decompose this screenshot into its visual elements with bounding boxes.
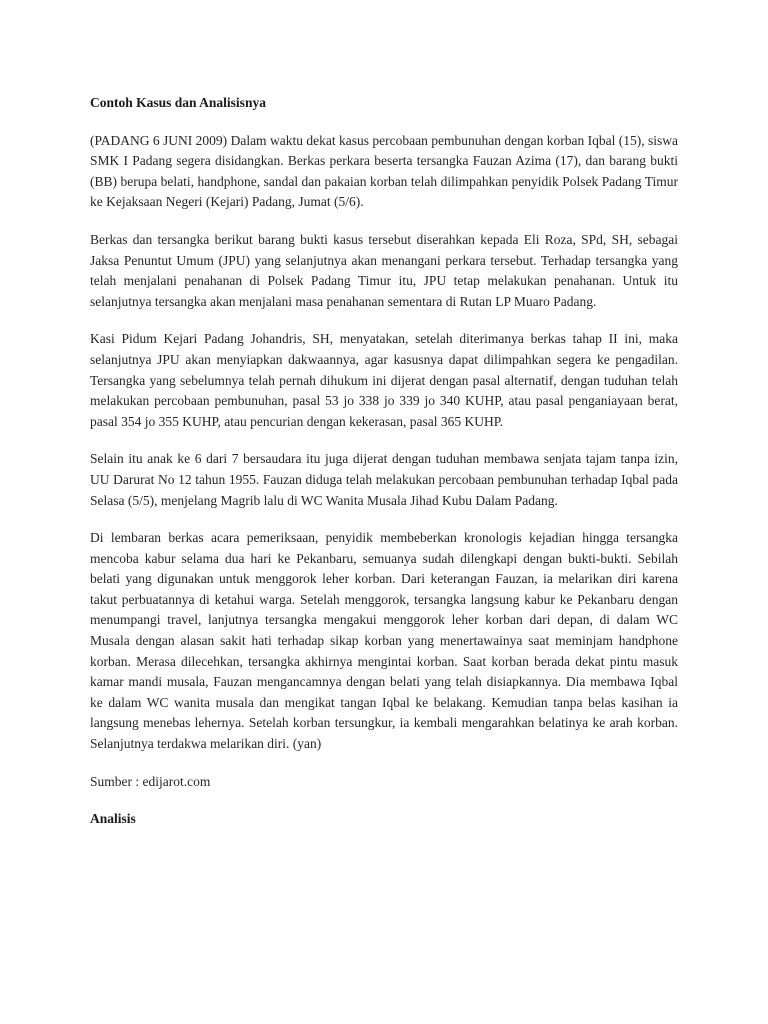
paragraph: Di lembaran berkas acara pemeriksaan, penyidik membeberkan kronologis kejadian hingga tersangka mencoba kabur selama dua hari ke Pekanbaru, semuanya sudah dilengkapi dengan bukti-bukti. Sebilah belati yang digunakan untuk menggorok leher korban. Dari keterangan Fauzan, ia melarikan diri karena takut perbuatannya di ketahui warga. Setelah menggorok, tersangka langsung kabur ke Pekanbaru dengan menumpangi travel, lanjutnya tersangka mengakui menggorok leher korban dari depan, di dalam WC Musala dengan alasan sakit hati terhadap sikap korban yang menertawainya saat meminjam handphone korban. Merasa dilecehkan, tersangka akhirnya mengintai korban. Saat korban berada dekat pintu masuk kamar mandi musala, Fauzan mengancamnya dengan belati yang telah disiapkannya. Dia membawa Iqbal ke dalam WC wanita musala dan mengikat tangan Iqbal ke belakang. Kemudian tanpa belas kasihan ia langsung menebas lehernya. Setelah korban tersungkur, ia kembali mengarahkan belatinya ke arah korban. Selanjutnya terdakwa melarikan diri. (yan) [90, 530, 678, 752]
section-heading: Analisis [90, 811, 136, 827]
paragraph: (PADANG 6 JUNI 2009) Dalam waktu dekat kasus percobaan pembunuhan dengan korban Iqbal (15), siswa SMK I Padang segera disidangkan. Berkas perkara beserta tersangka Fauzan Azima (17), dan barang bukti (BB) berupa belati, handphone, sandal dan pakaian korban telah dilimpahkan penyidik Polsek Padang Timur ke Kejaksaan Negeri (Kejari) Padang, Jumat (5/6). [90, 132, 678, 210]
paragraph: Selain itu anak ke 6 dari 7 bersaudara itu juga dijerat dengan tuduhan membawa senjata tajam tanpa izin, UU Darurat No 12 tahun 1955. Fauzan diduga telah melakukan percobaan pembunuhan terhadap Iqbal pada Selasa (5/5), menjelang Magrib lalu di WC Wanita Musala Jihad Kubu Dalam Padang. [90, 451, 678, 508]
source-line: Sumber : edijarot.com [90, 773, 211, 789]
document-title: Contoh Kasus dan Analisisnya [90, 95, 266, 110]
paragraph: Berkas dan tersangka berikut barang bukti kasus tersebut diserahkan kepada Eli Roza, SPd, SH, sebagai Jaksa Penuntut Umum (JPU) yang selanjutnya akan menangani perkara tersebut. Terhadap tersangka yang telah menjalani penahanan di Polsek Padang Timur itu, JPU tetap melakukan penahanan. Untuk itu selanjutnya tersangka akan menjalani masa penahanan sementara di Rutan LP Muaro Padang. [90, 231, 678, 309]
paragraph: Kasi Pidum Kejari Padang Johandris, SH, menyatakan, setelah diterimanya berkas tahap II ini, maka selanjutnya JPU akan menyiapkan dakwaannya, agar kasusnya dapat dilimpahkan segera ke pengadilan. Tersangka yang sebelumnya telah pernah dihukum ini dijerat dengan pasal alternatif, dengan tuduhan telah melakukan percobaan pembunuhan, pasal 53 jo 338 jo 339 jo 340 KUHP, atau pasal penganiayaan berat, pasal 354 jo 355 KUHP, atau pencurian dengan kekerasan, pasal 365 KUHP. [90, 331, 678, 429]
document-body [90, 93, 678, 830]
